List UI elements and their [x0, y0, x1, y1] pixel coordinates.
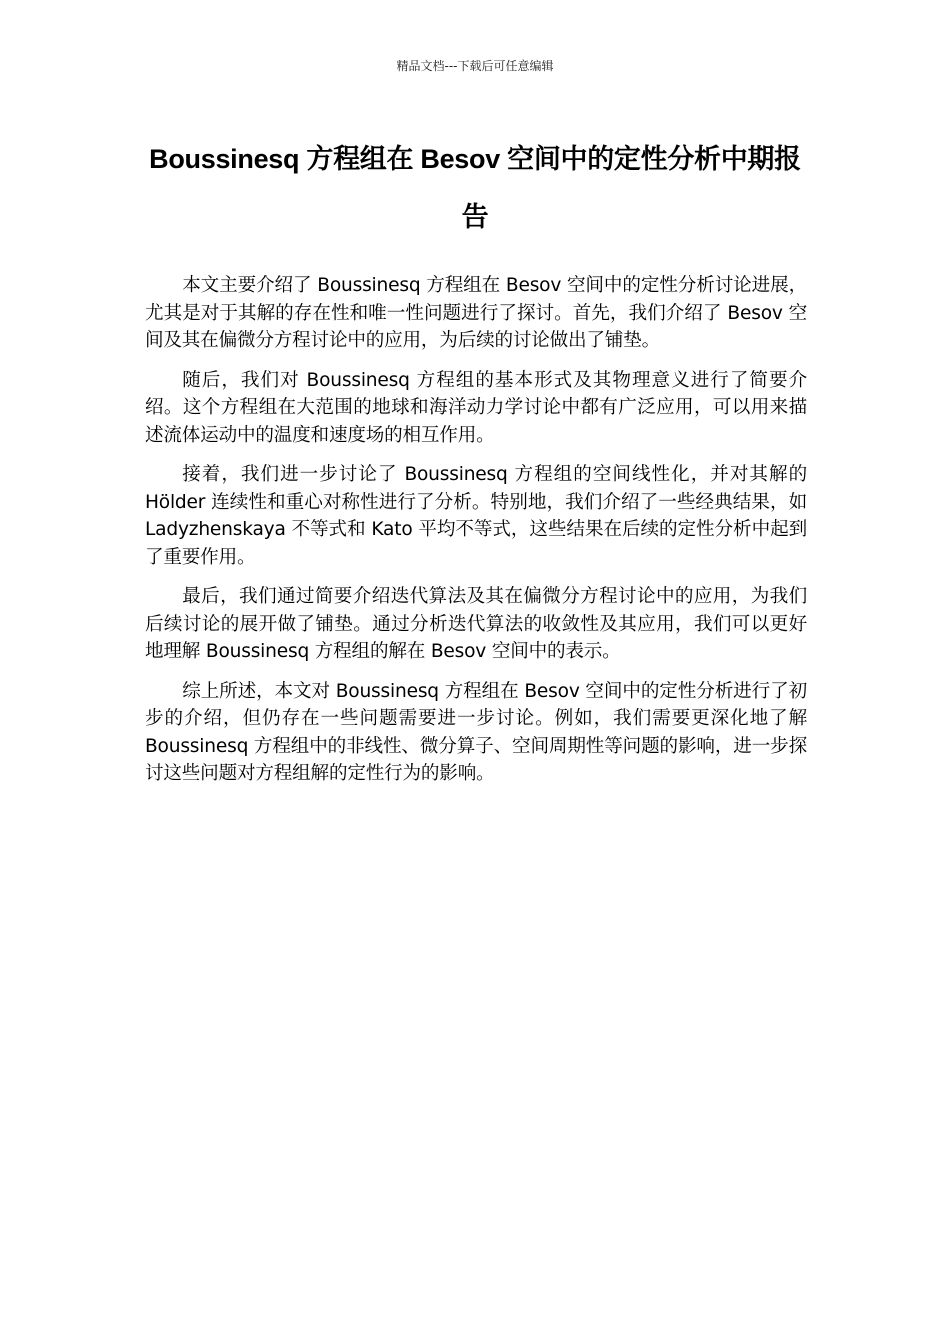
paragraph: 接着，我们进一步讨论了 Boussinesq 方程组的空间线性化，并对其解的 Hölder 连续性和重心对称性进行了分析。特别地，我们介绍了一些经典结果，如 Ladyzhenskaya 不等式和 Kato 平均不等式，这些结果在后续的定性分析中起到了重要作用。 — [145, 464, 807, 568]
paragraph: 随后，我们对 Boussinesq 方程组的基本形式及其物理意义进行了简要介绍。这个方程组在大范围的地球和海洋动力学讨论中都有广泛应用，可以用来描述流体运动中的温度和速度场的相互作用。 — [145, 369, 807, 446]
document-body — [145, 272, 807, 800]
header-note: 精品文档---下载后可任意编辑 — [396, 59, 554, 73]
paragraph: 综上所述，本文对 Boussinesq 方程组在 Besov 空间中的定性分析进行了初步的介绍，但仍存在一些问题需要进一步讨论。例如，我们需要更深化地了解 Boussinesq 方程组中的非线性、微分算子、空间周期性等问题的影响，进一步探讨这些问题对方程组解的定性行为的影响。 — [145, 680, 807, 784]
paragraph: 最后，我们通过简要介绍迭代算法及其在偏微分方程讨论中的应用，为我们后续讨论的展开做了铺垫。通过分析迭代算法的收敛性及其应用，我们可以更好地理解 Boussinesq 方程组的解在 Besov 空间中的表示。 — [145, 586, 807, 662]
paragraph: 本文主要介绍了 Boussinesq 方程组在 Besov 空间中的定性分析讨论进展，尤其是对于其解的存在性和唯一性问题进行了探讨。首先，我们介绍了 Besov 空间及其在偏微分方程讨论中的应用，为后续的讨论做出了铺垫。 — [145, 275, 807, 351]
document-title: Boussinesq 方程组在 Besov 空间中的定性分析中期报告 — [149, 144, 801, 232]
